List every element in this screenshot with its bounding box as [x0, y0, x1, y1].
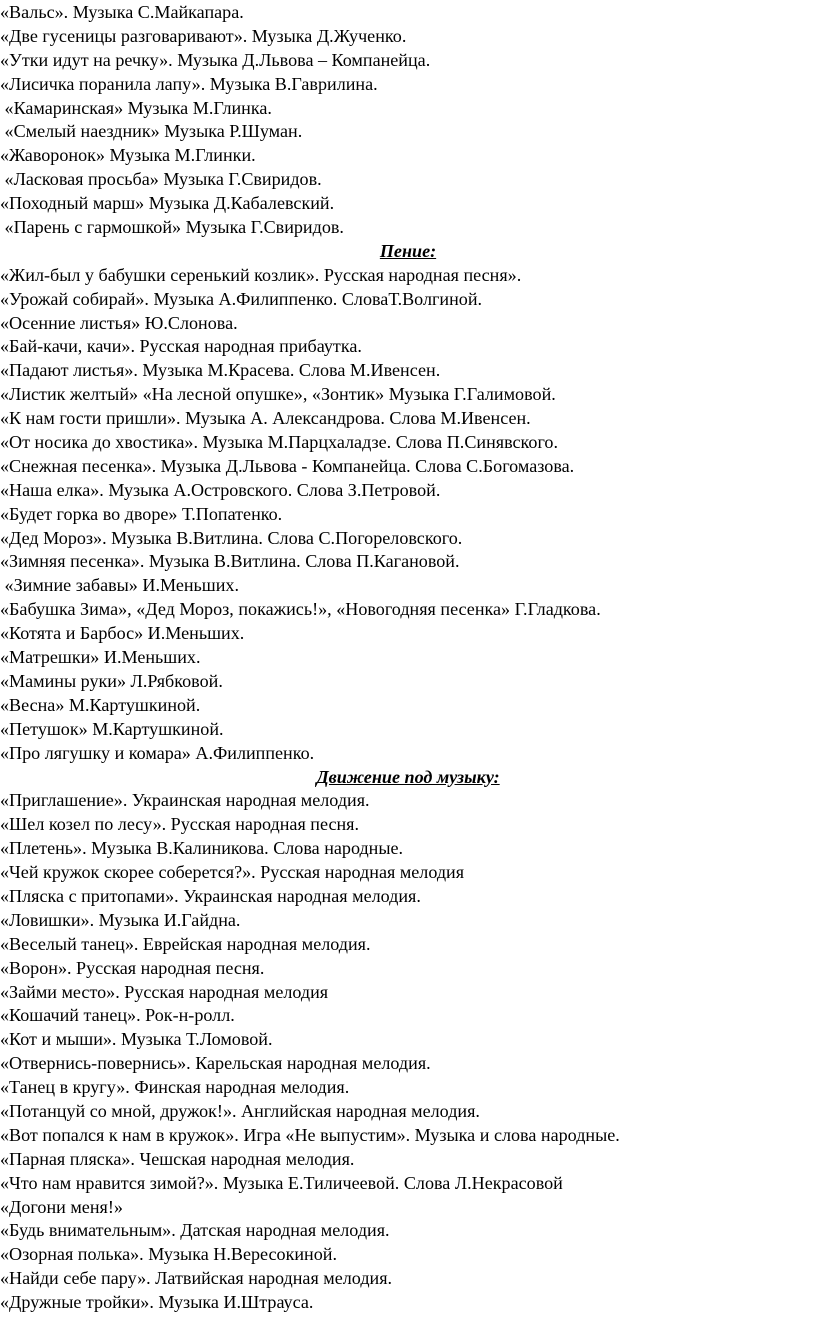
- list-item: «Снежная песенка». Музыка Д.Львова - Компанейца. Слова С.Богомазова.: [0, 455, 575, 476]
- list-item: «Будь внимательным». Датская народная мелодия.: [0, 1220, 390, 1241]
- list-item: «Будет горка во дворе» Т.Попатенко.: [0, 503, 283, 524]
- section-heading-movement: Движение под музыку:: [316, 766, 500, 787]
- list-item: «Две гусеницы разговаривают». Музыка Д.Жученко.: [0, 25, 407, 46]
- list-item: «Листик желтый» «На лесной опушке», «Зонтик» Музыка Г.Галимовой.: [0, 384, 556, 405]
- list-item: «Ловишки». Музыка И.Гайдна.: [0, 909, 241, 930]
- list-item: «Камаринская» Музыка М.Глинка.: [0, 97, 272, 118]
- list-item: «Ласковая просьба» Музыка Г.Свиридов.: [0, 169, 322, 190]
- list-item: «Парень с гармошкой» Музыка Г.Свиридов.: [0, 217, 344, 238]
- list-item: «Зимняя песенка». Музыка В.Витлина. Слова П.Кагановой.: [0, 551, 460, 572]
- list-item: «Петушок» М.Картушкиной.: [0, 718, 224, 739]
- list-item: «Займи место». Русская народная мелодия: [0, 981, 329, 1002]
- list-item: «Про лягушку и комара» А.Филиппенко.: [0, 742, 315, 763]
- document-body: [0, 1, 816, 1315]
- list-item: «Бабушка Зима», «Дед Мороз, покажись!», «Новогодняя песенка» Г.Гладкова.: [0, 599, 601, 620]
- list-item: «Лисичка поранила лапу». Музыка В.Гаврилина.: [0, 73, 378, 94]
- list-item: «Ворон». Русская народная песня.: [0, 957, 265, 978]
- list-item: «Наша елка». Музыка А.Островского. Слова З.Петровой.: [0, 479, 441, 500]
- list-item: «Чей кружок скорее соберется?». Русская народная мелодия: [0, 862, 465, 883]
- list-item: «Кошачий танец». Рок-н-ролл.: [0, 1005, 235, 1026]
- list-item: «Падают листья». Музыка М.Красева. Слова М.Ивенсен.: [0, 360, 441, 381]
- list-item: «Отвернись-повернись». Карельская народная мелодия.: [0, 1053, 431, 1074]
- list-item: «Жил-был у бабушки серенький козлик». Русская народная песня».: [0, 264, 522, 285]
- list-item: «Что нам нравится зимой?». Музыка Е.Тиличеевой. Слова Л.Некрасовой: [0, 1172, 563, 1193]
- list-item: «Танец в кругу». Финская народная мелодия.: [0, 1077, 350, 1098]
- list-item: «От носика до хвостика». Музыка М.Парцхаладзе. Слова П.Синявского.: [0, 432, 558, 453]
- list-item: «Утки идут на речку». Музыка Д.Львова – Компанейца.: [0, 49, 431, 70]
- list-item: «Пляска с притопами». Украинская народная мелодия.: [0, 885, 421, 906]
- list-item: «Догони меня!»: [0, 1196, 123, 1217]
- section-singing: [0, 240, 816, 766]
- list-item: «Кот и мыши». Музыка Т.Ломовой.: [0, 1029, 273, 1050]
- section-movement: [0, 766, 816, 1315]
- list-item: «Дед Мороз». Музыка В.Витлина. Слова С.Погореловского.: [0, 527, 463, 548]
- list-item: «Шел козел по лесу». Русская народная песня.: [0, 814, 360, 835]
- list-item: «Осенние листья» Ю.Слонова.: [0, 312, 238, 333]
- list-item: «Смелый наездник» Музыка Р.Шуман.: [0, 121, 303, 142]
- section-listening: [0, 1, 816, 240]
- list-item: «Приглашение». Украинская народная мелодия.: [0, 790, 370, 811]
- list-item: «Жаворонок» Музыка М.Глинки.: [0, 145, 256, 166]
- list-item: «Озорная полька». Музыка Н.Вересокиной.: [0, 1244, 337, 1265]
- list-item: «Вальс». Музыка С.Майкапара.: [0, 2, 244, 22]
- list-item: «К нам гости пришли». Музыка А. Александрова. Слова М.Ивенсен.: [0, 408, 531, 429]
- list-item: «Мамины руки» Л.Рябковой.: [0, 670, 223, 691]
- list-item: «Плетень». Музыка В.Калиникова. Слова народные.: [0, 838, 404, 859]
- list-item: «Потанцуй со мной, дружок!». Английская народная мелодия.: [0, 1100, 480, 1121]
- list-item: «Бай-качи, качи». Русская народная прибаутка.: [0, 336, 362, 357]
- list-item: «Зимние забавы» И.Меньших.: [0, 575, 239, 596]
- list-item: «Парная пляска». Чешская народная мелодия.: [0, 1148, 355, 1169]
- list-item: «Походный марш» Музыка Д.Кабалевский.: [0, 193, 335, 214]
- list-item: «Котята и Барбос» И.Меньших.: [0, 623, 245, 644]
- list-item: «Урожай собирай». Музыка А.Филиппенко. СловаТ.Волгиной.: [0, 288, 483, 309]
- section-heading-singing: Пение:: [379, 240, 437, 261]
- list-item: «Матрешки» И.Меньших.: [0, 647, 201, 668]
- list-item: «Дружные тройки». Музыка И.Штрауса.: [0, 1292, 314, 1313]
- list-item: «Вот попался к нам в кружок». Игра «Не выпустим». Музыка и слова народные.: [0, 1124, 620, 1145]
- list-item: «Весна» М.Картушкиной.: [0, 694, 201, 715]
- list-item: «Найди себе пару». Латвийская народная мелодия.: [0, 1268, 393, 1289]
- list-item: «Веселый танец». Еврейская народная мелодия.: [0, 933, 371, 954]
